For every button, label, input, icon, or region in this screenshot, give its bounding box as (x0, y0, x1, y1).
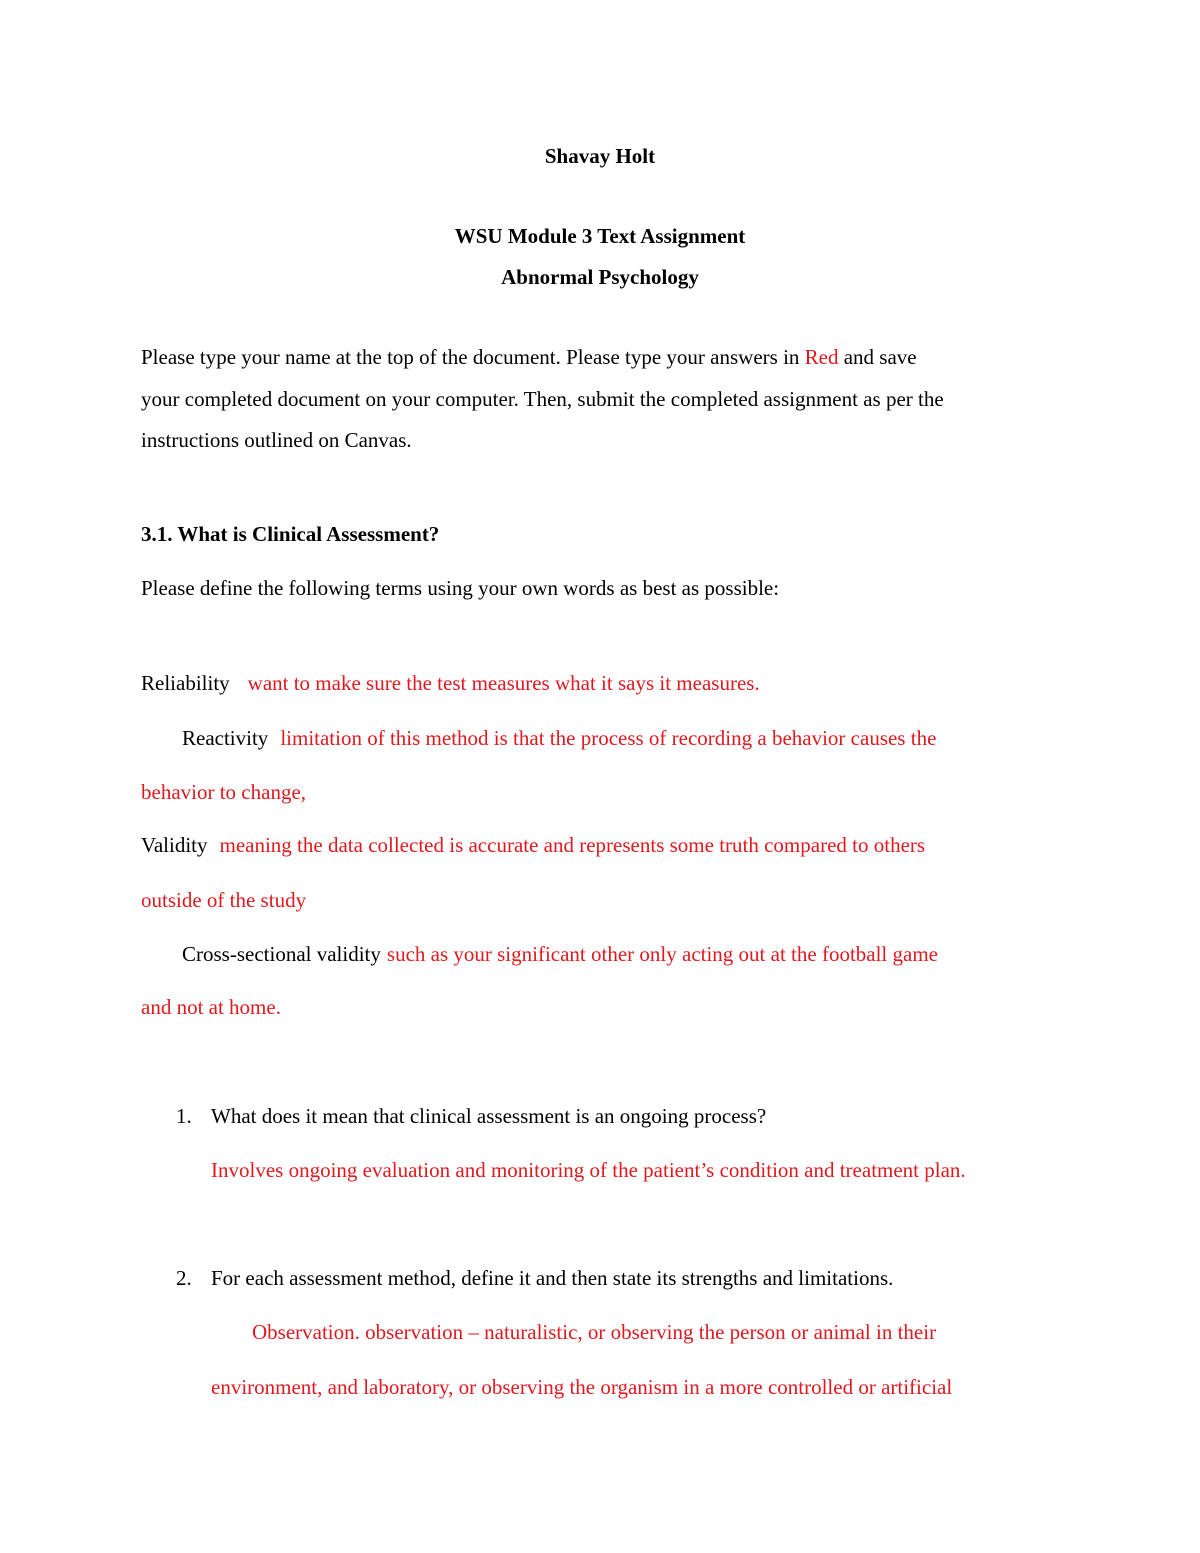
term-answer-continued: behavior to change, (141, 780, 307, 804)
question-number: 2. (176, 1266, 192, 1290)
term-answer-continued: and not at home. (141, 995, 281, 1019)
term-answer: limitation of this method is that the process of recording a behavior causes the (280, 726, 937, 750)
term-row-reactivity (182, 728, 936, 749)
instructions-line-3: instructions outlined on Canvas. (141, 428, 412, 452)
term-label: Reactivity (182, 726, 269, 750)
question-text: For each assessment method, define it and then state its strengths and limitations. (211, 1266, 894, 1290)
term-label: Reliability (141, 671, 230, 695)
term-label: Validity (141, 833, 208, 857)
section-prompt: Please define the following terms using your own words as best as possible: (141, 576, 780, 600)
assignment-title: WSU Module 3 Text Assignment (454, 224, 746, 248)
question-number: 1. (176, 1104, 192, 1128)
course-title: Abnormal Psychology (501, 265, 699, 289)
instructions-line-1 (141, 347, 917, 368)
term-row-cross-sectional-validity (182, 944, 938, 965)
instructions-red-word: Red (804, 345, 839, 369)
term-answer: meaning the data collected is accurate and represents some truth compared to others (219, 833, 926, 857)
term-answer: want to make sure the test measures what it says it measures. (247, 671, 760, 695)
question-answer: Observation. observation – naturalistic, or observing the person or animal in their (252, 1320, 937, 1344)
term-row-validity (141, 835, 925, 856)
instructions-text: and save (838, 345, 917, 369)
question-answer-continued: environment, and laboratory, or observing the organism in a more controlled or artificial (211, 1375, 953, 1399)
instructions-line-2: your completed document on your computer. Then, submit the completed assignment as per the (141, 387, 944, 411)
instructions-text: Please type your name at the top of the document. Please type your answers in (141, 345, 805, 369)
question-answer: Involves ongoing evaluation and monitoring of the patient’s condition and treatment plan. (211, 1158, 966, 1182)
question-text: What does it mean that clinical assessment is an ongoing process? (211, 1104, 767, 1128)
term-answer-continued: outside of the study (141, 888, 307, 912)
term-answer: such as your significant other only acting out at the football game (386, 942, 938, 966)
section-heading: 3.1. What is Clinical Assessment? (141, 522, 440, 546)
term-label: Cross-sectional validity (182, 942, 381, 966)
student-name: Shavay Holt (544, 144, 656, 168)
term-row-reliability (141, 673, 760, 694)
